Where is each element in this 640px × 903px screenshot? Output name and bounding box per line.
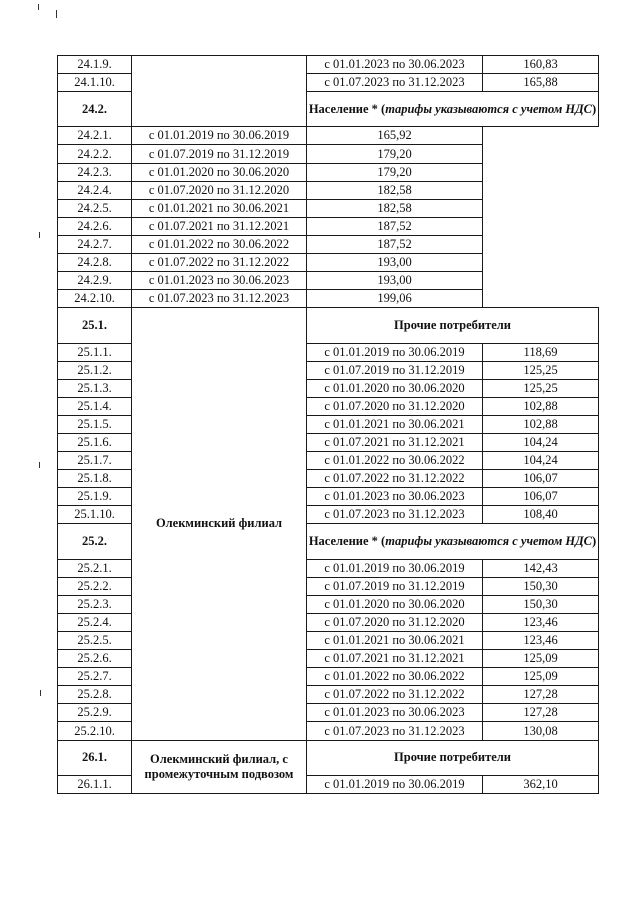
tariff-value: 108,40 bbox=[483, 506, 599, 524]
row-number: 25.1.7. bbox=[58, 452, 132, 470]
tariff-value: 160,83 bbox=[483, 56, 599, 74]
period-cell: с 01.07.2023 по 31.12.2023 bbox=[307, 74, 483, 92]
section-body bbox=[58, 308, 599, 740]
tariff-value: 187,52 bbox=[307, 235, 483, 253]
period-cell: с 01.01.2019 по 30.06.2019 bbox=[132, 127, 307, 145]
row-number: 25.2.6. bbox=[58, 650, 132, 668]
section-heading: Население * (тарифы указываются с учетом НДС) bbox=[307, 524, 599, 559]
row-number: 24.2.5. bbox=[58, 199, 132, 217]
table-row bbox=[58, 290, 599, 308]
period-cell: с 01.01.2021 по 30.06.2021 bbox=[307, 632, 483, 650]
row-number: 25.1.5. bbox=[58, 415, 132, 433]
row-number: 25.1.3. bbox=[58, 379, 132, 397]
row-number: 25.1.1. bbox=[58, 343, 132, 361]
table-row bbox=[58, 235, 599, 253]
period-cell: с 01.01.2023 по 30.06.2023 bbox=[307, 704, 483, 722]
section-body bbox=[58, 127, 599, 308]
tariff-value: 127,28 bbox=[483, 704, 599, 722]
period-cell: с 01.01.2019 по 30.06.2019 bbox=[307, 775, 483, 793]
organization-name: Олекминский филиал bbox=[132, 308, 307, 740]
row-number: 24.2.7. bbox=[58, 235, 132, 253]
row-number: 25.2.4. bbox=[58, 613, 132, 631]
period-cell: с 01.07.2022 по 31.12.2022 bbox=[307, 686, 483, 704]
period-cell: с 01.01.2021 по 30.06.2021 bbox=[132, 199, 307, 217]
period-cell: с 01.01.2021 по 30.06.2021 bbox=[307, 415, 483, 433]
table-row bbox=[58, 56, 599, 74]
tariff-table bbox=[57, 55, 599, 794]
tariff-value: 106,07 bbox=[483, 488, 599, 506]
section-number: 26.1. bbox=[58, 740, 132, 775]
scan-mark bbox=[39, 462, 40, 468]
tariff-value: 193,00 bbox=[307, 272, 483, 290]
tariff-value: 118,69 bbox=[483, 343, 599, 361]
row-number: 25.1.2. bbox=[58, 361, 132, 379]
row-number: 25.1.9. bbox=[58, 488, 132, 506]
organization-name: Олекминский филиал, с промежуточным подвозом bbox=[132, 740, 307, 793]
period-cell: с 01.07.2023 по 31.12.2023 bbox=[132, 290, 307, 308]
section-body bbox=[58, 740, 599, 793]
tariff-value: 199,06 bbox=[307, 290, 483, 308]
scan-mark bbox=[39, 232, 40, 238]
section-row bbox=[58, 308, 599, 343]
row-number: 26.1.1. bbox=[58, 775, 132, 793]
row-number: 25.2.8. bbox=[58, 686, 132, 704]
period-cell: с 01.01.2022 по 30.06.2022 bbox=[307, 668, 483, 686]
row-number: 25.2.3. bbox=[58, 595, 132, 613]
period-cell: с 01.01.2022 по 30.06.2022 bbox=[307, 452, 483, 470]
tariff-value: 182,58 bbox=[307, 181, 483, 199]
period-cell: с 01.07.2021 по 31.12.2021 bbox=[132, 217, 307, 235]
row-number: 25.2.7. bbox=[58, 668, 132, 686]
table-row bbox=[58, 163, 599, 181]
table-row bbox=[58, 254, 599, 272]
section-number: 25.1. bbox=[58, 308, 132, 343]
tariff-value: 123,46 bbox=[483, 632, 599, 650]
period-cell: с 01.07.2019 по 31.12.2019 bbox=[307, 361, 483, 379]
period-cell: с 01.01.2023 по 30.06.2023 bbox=[132, 272, 307, 290]
row-number: 25.1.8. bbox=[58, 470, 132, 488]
scan-mark bbox=[38, 4, 39, 10]
row-number: 24.2.8. bbox=[58, 254, 132, 272]
table-row bbox=[58, 217, 599, 235]
tariff-value: 187,52 bbox=[307, 217, 483, 235]
tariff-value: 104,24 bbox=[483, 452, 599, 470]
row-number: 24.2.9. bbox=[58, 272, 132, 290]
row-number: 25.1.10. bbox=[58, 506, 132, 524]
row-number: 25.1.6. bbox=[58, 433, 132, 451]
scan-mark bbox=[40, 690, 41, 696]
row-number: 25.2.9. bbox=[58, 704, 132, 722]
table-row bbox=[58, 181, 599, 199]
tariff-value: 102,88 bbox=[483, 397, 599, 415]
row-number: 24.1.10. bbox=[58, 74, 132, 92]
row-number: 24.2.1. bbox=[58, 127, 132, 145]
section-number: 24.2. bbox=[58, 92, 132, 127]
period-cell: с 01.07.2020 по 31.12.2020 bbox=[307, 613, 483, 631]
tariff-value: 142,43 bbox=[483, 559, 599, 577]
tariff-value: 150,30 bbox=[483, 595, 599, 613]
tariff-value: 193,00 bbox=[307, 254, 483, 272]
row-number: 25.2.2. bbox=[58, 577, 132, 595]
section-number: 25.2. bbox=[58, 524, 132, 559]
period-cell: с 01.01.2023 по 30.06.2023 bbox=[307, 488, 483, 506]
period-cell: с 01.07.2021 по 31.12.2021 bbox=[307, 433, 483, 451]
table-row bbox=[58, 272, 599, 290]
tariff-value: 102,88 bbox=[483, 415, 599, 433]
section-heading: Население * (тарифы указываются с учетом НДС) bbox=[307, 92, 599, 127]
tariff-value: 179,20 bbox=[307, 145, 483, 163]
tariff-value: 165,92 bbox=[307, 127, 483, 145]
tariff-value: 125,25 bbox=[483, 361, 599, 379]
period-cell: с 01.07.2022 по 31.12.2022 bbox=[307, 470, 483, 488]
tariff-value: 362,10 bbox=[483, 775, 599, 793]
period-cell: с 01.01.2020 по 30.06.2020 bbox=[307, 595, 483, 613]
row-number: 24.1.9. bbox=[58, 56, 132, 74]
tariff-value: 123,46 bbox=[483, 613, 599, 631]
period-cell: с 01.01.2022 по 30.06.2022 bbox=[132, 235, 307, 253]
period-cell: с 01.07.2022 по 31.12.2022 bbox=[132, 254, 307, 272]
tariff-value: 165,88 bbox=[483, 74, 599, 92]
row-number: 25.1.4. bbox=[58, 397, 132, 415]
period-cell: с 01.07.2020 по 31.12.2020 bbox=[132, 181, 307, 199]
period-cell: с 01.01.2023 по 30.06.2023 bbox=[307, 56, 483, 74]
table-row bbox=[58, 199, 599, 217]
period-cell: с 01.01.2019 по 30.06.2019 bbox=[307, 343, 483, 361]
scan-mark bbox=[56, 10, 57, 18]
period-cell: с 01.01.2019 по 30.06.2019 bbox=[307, 559, 483, 577]
section-heading: Прочие потребители bbox=[307, 308, 599, 343]
row-number: 24.2.4. bbox=[58, 181, 132, 199]
tariff-value: 130,08 bbox=[483, 722, 599, 740]
row-number: 24.2.6. bbox=[58, 217, 132, 235]
table-row bbox=[58, 127, 599, 145]
row-number: 24.2.10. bbox=[58, 290, 132, 308]
period-cell: с 01.07.2019 по 31.12.2019 bbox=[132, 145, 307, 163]
tariff-value: 125,09 bbox=[483, 650, 599, 668]
period-cell: с 01.07.2023 по 31.12.2023 bbox=[307, 506, 483, 524]
period-cell: с 01.07.2019 по 31.12.2019 bbox=[307, 577, 483, 595]
tariff-value: 125,25 bbox=[483, 379, 599, 397]
period-cell: с 01.01.2020 по 30.06.2020 bbox=[132, 163, 307, 181]
table-row bbox=[58, 145, 599, 163]
tariff-value: 150,30 bbox=[483, 577, 599, 595]
tariff-value: 125,09 bbox=[483, 668, 599, 686]
section-heading: Прочие потребители bbox=[307, 740, 599, 775]
row-number: 25.2.10. bbox=[58, 722, 132, 740]
row-number: 24.2.2. bbox=[58, 145, 132, 163]
row-number: 25.2.5. bbox=[58, 632, 132, 650]
row-number: 24.2.3. bbox=[58, 163, 132, 181]
tariff-value: 104,24 bbox=[483, 433, 599, 451]
tariff-value: 106,07 bbox=[483, 470, 599, 488]
period-cell: с 01.07.2021 по 31.12.2021 bbox=[307, 650, 483, 668]
organization-cell bbox=[132, 56, 307, 127]
tariff-value: 179,20 bbox=[307, 163, 483, 181]
tariff-value: 182,58 bbox=[307, 199, 483, 217]
tariff-value: 127,28 bbox=[483, 686, 599, 704]
section-row bbox=[58, 740, 599, 775]
period-cell: с 01.07.2023 по 31.12.2023 bbox=[307, 722, 483, 740]
period-cell: с 01.01.2020 по 30.06.2020 bbox=[307, 379, 483, 397]
row-number: 25.2.1. bbox=[58, 559, 132, 577]
period-cell: с 01.07.2020 по 31.12.2020 bbox=[307, 397, 483, 415]
